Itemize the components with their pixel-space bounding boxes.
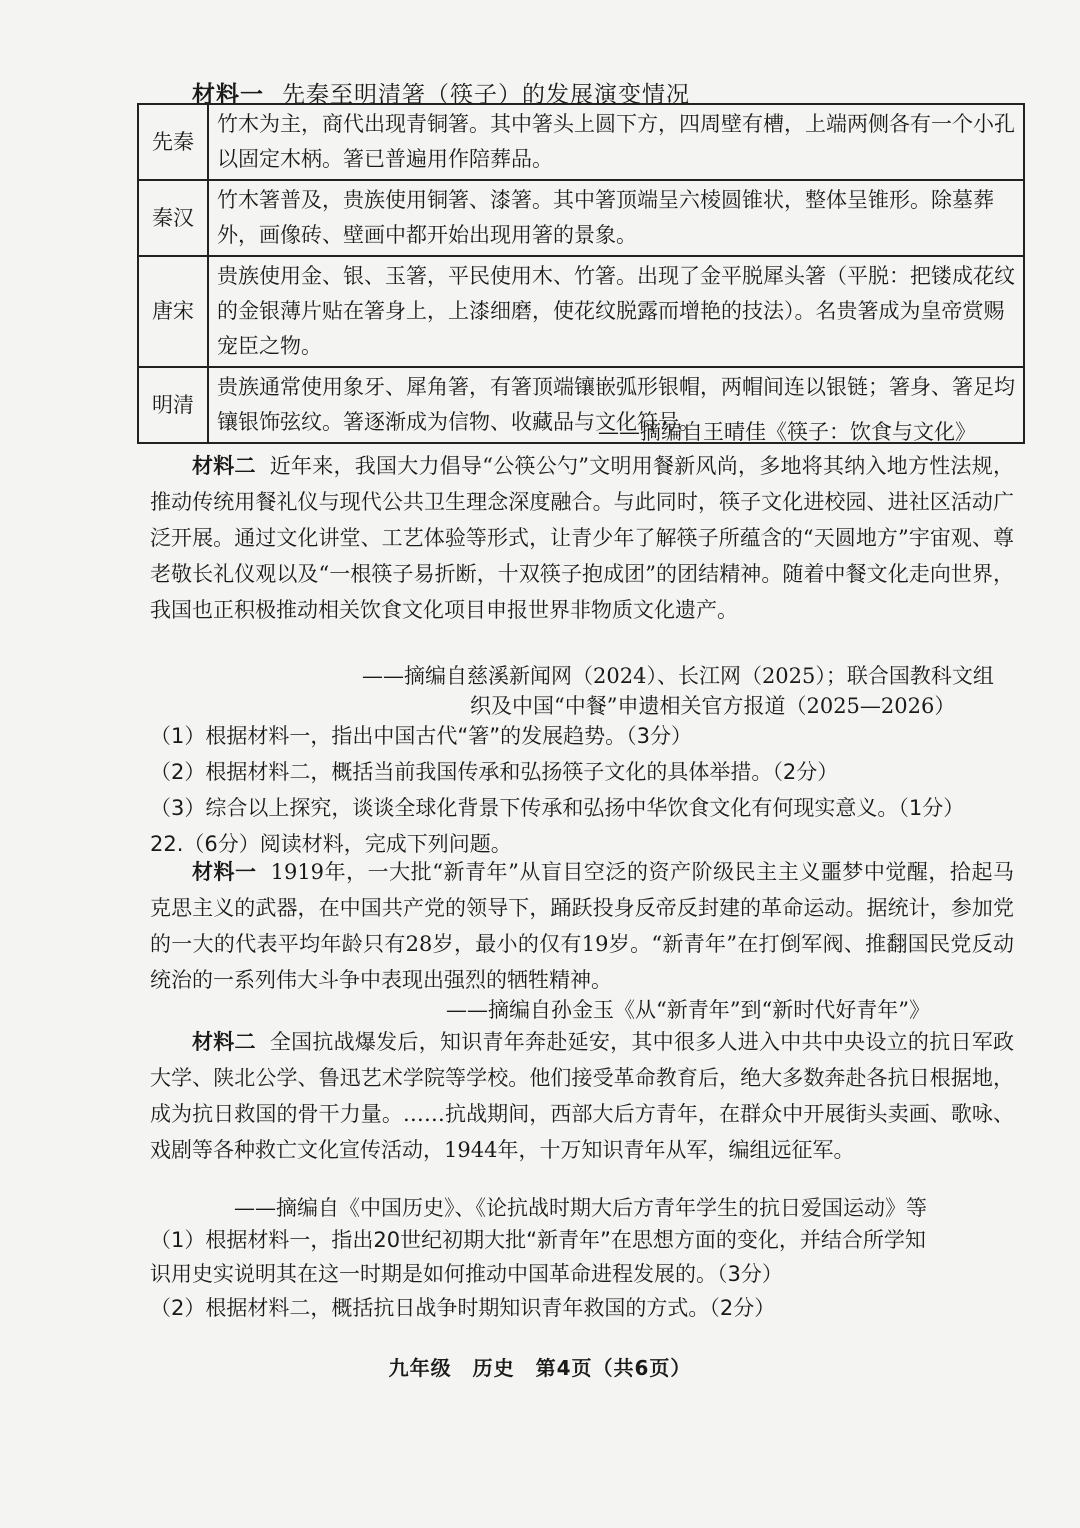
material1-source: ——摘编自王晴佳《筷子：饮食与文化》 — [598, 420, 976, 444]
table-row — [138, 256, 1024, 367]
chopsticks-table — [137, 103, 1025, 444]
material1-label: 材料一 — [192, 81, 264, 108]
q22-heading: 22.（6分）阅读材料，完成下列问题。 — [150, 832, 512, 856]
q22-material2-source: ——摘编自《中国历史》、《论抗战时期大后方青年学生的抗日爱国运动》等 — [234, 1196, 927, 1220]
q22-material1-paragraph — [150, 854, 1014, 998]
material2-source-line2: 织及中国“中餐”申遗相关官方报道（2025—2026） — [470, 694, 956, 718]
q22-question1-line2: 识用史实说明其在这一时期是如何推动中国革命进程发展的。（3分） — [150, 1262, 783, 1286]
era-cell: 唐宋 — [138, 256, 208, 367]
q21-part3: （3）综合以上探究，谈谈全球化背景下传承和弘扬中华饮食文化有何现实意义。（1分） — [150, 796, 965, 820]
q22-question1-line1: （1）根据材料一，指出20世纪初期大批“新青年”在思想方面的变化，并结合所学知 — [150, 1228, 926, 1252]
material2-text: 近年来，我国大力倡导“公筷公勺”文明用餐新风尚，多地将其纳入地方性法规，推动传统用餐礼仪与现代公共卫生理念深度融合。与此同时，筷子文化进校园、进社区活动广泛开展。通过文化讲堂、工艺体验等形式，让青少年了解筷子所蕴含的“天圆地方”宇宙观、尊老敬长礼仪观以及“一根筷子易折断，十双筷子抱成团”的团结精神。随着中餐文化走向世界，我国也正积极推动相关饮食文化项目申报世界非物质文化遗产。 — [150, 454, 1015, 622]
q22-material2-label: 材料二 — [192, 1029, 256, 1054]
table-row — [138, 180, 1024, 256]
q22-material1-text: 1919年，一大批“新青年”从盲目空泛的资产阶级民主主义噩梦中觉醒，拾起马克思主义的武器，在中国共产党的领导下，踊跃投身反帝反封建的革命运动。据统计，参加党的一大的代表平均年龄只有28岁，最小的仅有19岁。“新青年”在打倒军阀、推翻国民党反动统治的一系列伟大斗争中表现出强烈的牺牲精神。 — [150, 860, 1014, 992]
table-row — [138, 104, 1024, 180]
q22-material1-label: 材料一 — [192, 859, 257, 884]
era-cell: 秦汉 — [138, 180, 208, 256]
q21-part1: （1）根据材料一，指出中国古代“箸”的发展趋势。（3分） — [150, 724, 692, 748]
era-text: 竹木箸普及，贵族使用铜箸、漆箸。其中箸顶端呈六棱圆锥状，整体呈锥形。除墓葬外，画像砖、壁画中都开始出现用箸的景象。 — [208, 180, 1024, 256]
q22-material1-source: ——摘编自孙金玉《从“新青年”到“新时代好青年”》 — [446, 998, 930, 1022]
era-text: 贵族通常使用象牙、犀角箸，有箸顶端镶嵌弧形银帽，两帽间连以银链；箸身、箸足均镶银饰弦纹。箸逐渐成为信物、收藏品与文化符号。 — [208, 367, 1024, 443]
material1-heading: 先秦至明清箸（筷子）的发展演变情况 — [282, 82, 690, 108]
material2-source-line1: ——摘编自慈溪新闻网（2024）、长江网（2025）；联合国教科文组 — [362, 664, 994, 688]
q22-question2: （2）根据材料二，概括抗日战争时期知识青年救国的方式。（2分） — [150, 1296, 776, 1320]
material2-paragraph — [150, 448, 1014, 628]
q21-part2: （2）根据材料二，概括当前我国传承和弘扬筷子文化的具体举措。（2分） — [150, 760, 839, 784]
q22-material2-paragraph — [150, 1024, 1014, 1168]
era-cell: 先秦 — [138, 104, 208, 180]
era-text: 竹木为主，商代出现青铜箸。其中箸头上圆下方，四周壁有槽，上端两侧各有一个小孔以固定木柄。箸已普遍用作陪葬品。 — [208, 104, 1024, 180]
q22-material2-text: 全国抗战爆发后，知识青年奔赴延安，其中很多人进入中共中央设立的抗日军政大学、陕北公学、鲁迅艺术学院等学校。他们接受革命教育后，绝大多数奔赴各抗日根据地，成为抗日救国的骨干力量。……抗战期间，西部大后方青年，在群众中开展街头卖画、歌咏、戏剧等各种救亡文化宣传活动，1944年，十万知识青年从军，编组远征军。 — [150, 1030, 1014, 1162]
material2-label: 材料二 — [192, 453, 256, 478]
page-footer: 九年级 历史 第4页（共6页） — [388, 1356, 692, 1380]
era-cell: 明清 — [138, 367, 208, 443]
era-text: 贵族使用金、银、玉箸，平民使用木、竹箸。出现了金平脱犀头箸（平脱：把镂成花纹的金银薄片贴在箸身上，上漆细磨，使花纹脱露而增艳的技法）。名贵箸成为皇帝赏赐宠臣之物。 — [208, 256, 1024, 367]
